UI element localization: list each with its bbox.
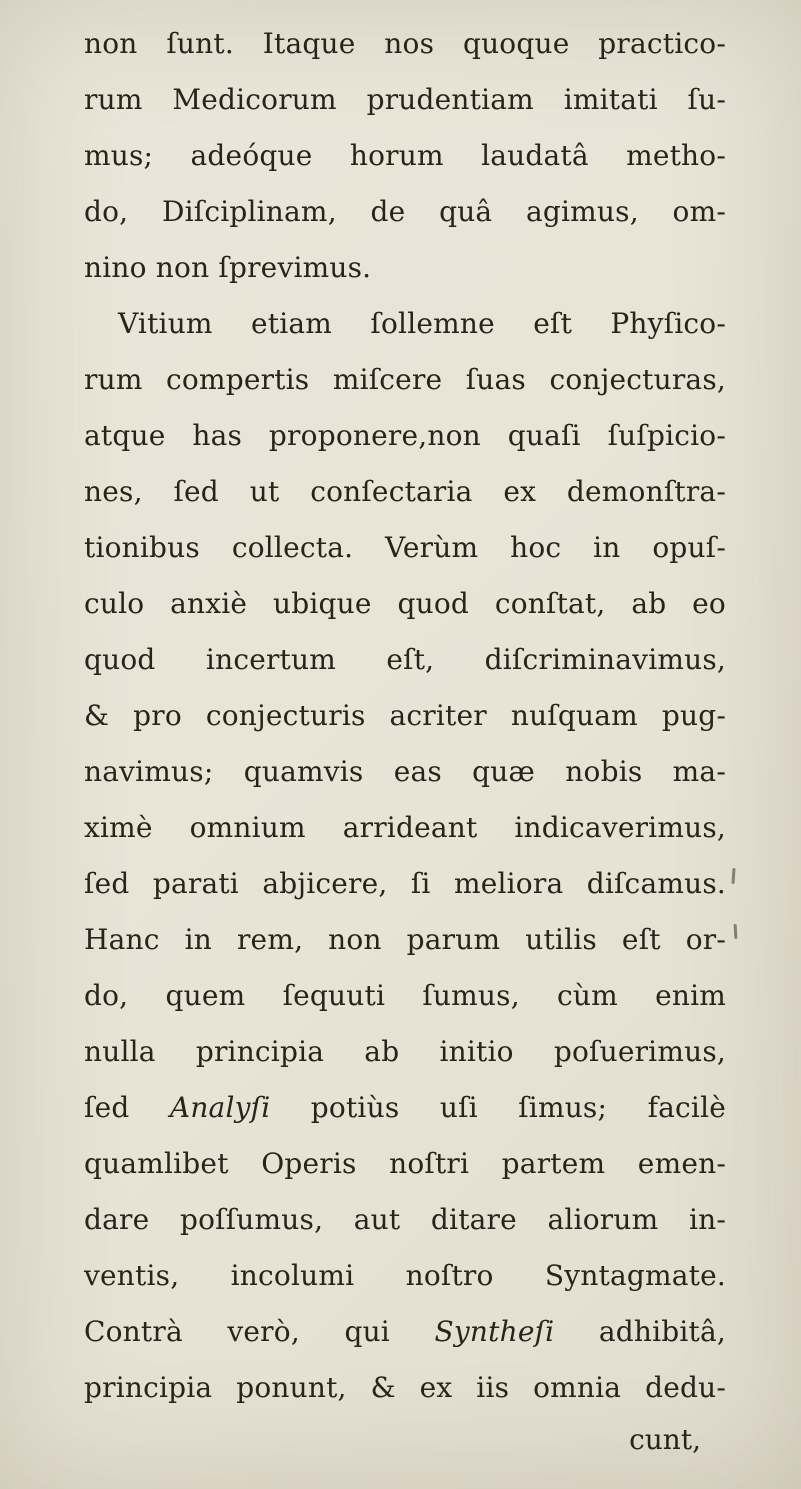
text-line (84, 352, 726, 408)
text-line (84, 16, 726, 72)
text-line (84, 576, 726, 632)
text-segment: Vitium etiam ſollemne eſt Phyſico- (118, 307, 726, 340)
text-line (84, 1360, 726, 1416)
text-line (84, 688, 726, 744)
text-block (84, 16, 726, 1416)
ink-mark (734, 924, 738, 939)
text-segment: culo anxiè ubique quod conſtat, ab eo (84, 587, 726, 620)
text-segment: nes, ſed ut conſectaria ex demonſtra- (84, 475, 726, 508)
text-segment: potiùs uſi ſimus; facilè (270, 1091, 726, 1124)
text-segment: do, quem ſequuti ſumus, cùm enim (84, 979, 726, 1012)
text-segment: adhibitâ, (554, 1315, 726, 1348)
text-segment: do, Diſciplinam, de quâ agimus, om- (84, 195, 726, 228)
text-line (84, 1136, 726, 1192)
text-segment: tionibus collecta. Verùm hoc in opuſ- (84, 531, 726, 564)
text-segment: non ſunt. Itaque nos quoque practico- (84, 27, 726, 60)
text-line (84, 408, 726, 464)
text-line (84, 1080, 726, 1136)
ink-mark (731, 868, 735, 884)
text-segment: Contrà verò, qui (84, 1315, 435, 1348)
text-line (84, 856, 726, 912)
text-segment: atque has proponere,non quaſi ſuſpicio- (84, 419, 726, 452)
text-line (84, 1248, 726, 1304)
text-segment: & pro conjecturis acriter nuſquam pug- (84, 699, 726, 732)
text-line (84, 744, 726, 800)
text-line (84, 632, 726, 688)
text-segment: ſed parati abjicere, ſi meliora diſcamus. (84, 867, 726, 900)
text-line (84, 520, 726, 576)
text-line (84, 968, 726, 1024)
text-segment: mus; adeóque horum laudatâ metho- (84, 139, 726, 172)
text-segment: ventis, incolumi noſtro Syntagmate. (84, 1259, 726, 1292)
text-line (84, 72, 726, 128)
text-segment: ſed (84, 1091, 170, 1124)
text-segment: Hanc in rem, non parum utilis eſt or- (84, 923, 726, 956)
text-segment: navimus; quamvis eas quæ nobis ma- (84, 755, 726, 788)
text-line (84, 184, 726, 240)
text-segment: rum compertis miſcere ſuas conjecturas, (84, 363, 726, 396)
catchword: cunt, (629, 1423, 701, 1456)
italic-term: Syntheſi (434, 1315, 555, 1348)
text-line (84, 1192, 726, 1248)
text-segment: quamlibet Operis noſtri partem emen- (84, 1147, 726, 1180)
text-segment: nino non ſprevimus. (84, 251, 372, 284)
text-line (84, 296, 726, 352)
text-line (84, 128, 726, 184)
text-line (84, 464, 726, 520)
text-segment: principia ponunt, & ex iis omnia dedu- (84, 1371, 726, 1404)
text-line (84, 1304, 726, 1360)
text-segment: ximè omnium arrideant indicaverimus, (84, 811, 726, 844)
text-segment: nulla principia ab initio poſuerimus, (84, 1035, 726, 1068)
text-segment: quod incertum eſt, diſcriminavimus, (84, 643, 726, 676)
text-line (84, 912, 726, 968)
text-line (84, 1024, 726, 1080)
text-segment: dare poſſumus, aut ditare aliorum in- (84, 1203, 726, 1236)
text-line (84, 800, 726, 856)
italic-term: Analyſi (169, 1091, 271, 1124)
text-line (84, 240, 726, 296)
text-segment: rum Medicorum prudentiam imitati ſu- (84, 83, 726, 116)
